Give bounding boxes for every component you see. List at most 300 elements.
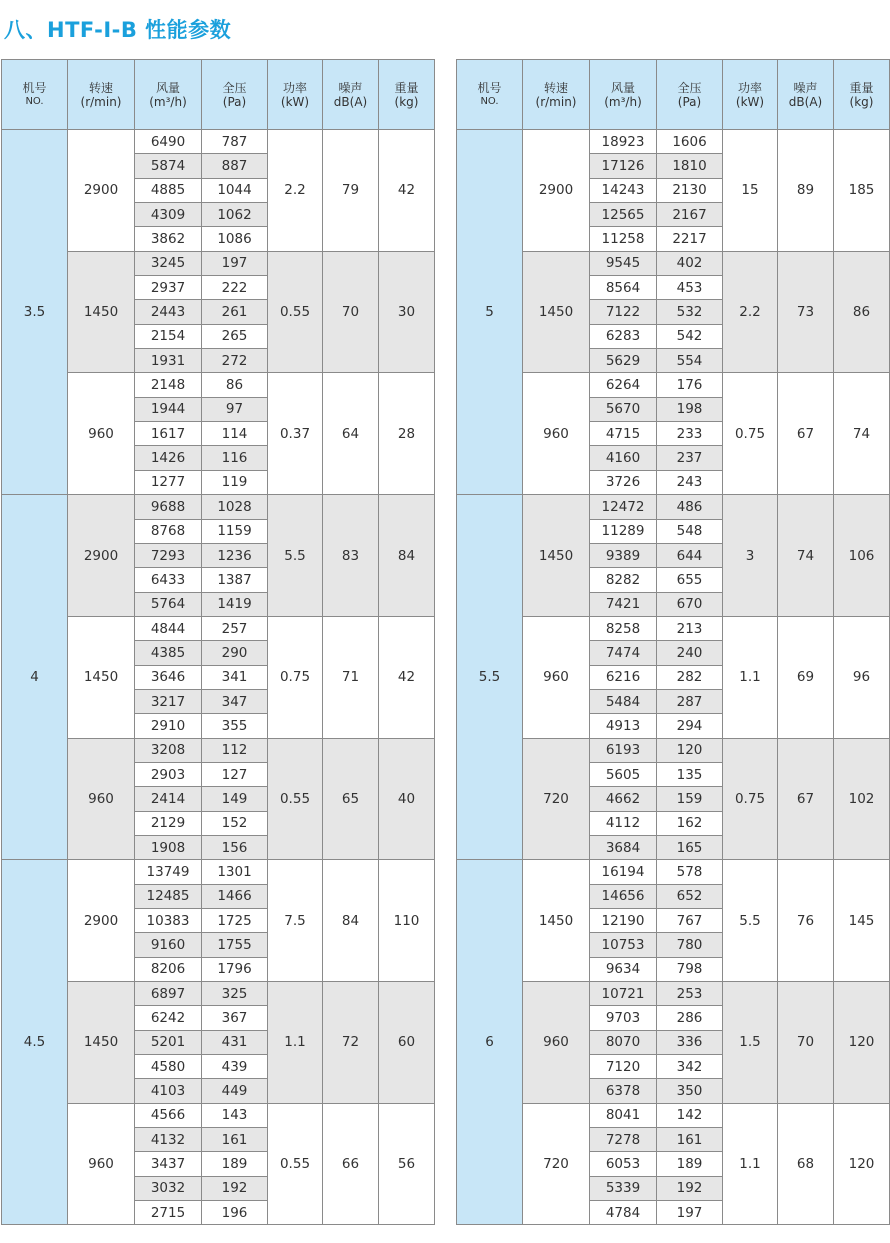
pressure-cell: 1725 xyxy=(202,909,268,933)
weight-cell: 60 xyxy=(379,982,435,1104)
pressure-cell: 367 xyxy=(202,1006,268,1030)
noise-cell: 70 xyxy=(323,251,379,373)
speed-cell: 720 xyxy=(523,1103,590,1225)
airflow-cell: 4132 xyxy=(135,1128,202,1152)
column-header xyxy=(68,60,135,130)
pressure-cell: 1236 xyxy=(202,543,268,567)
airflow-cell: 6053 xyxy=(590,1152,657,1176)
airflow-cell: 1908 xyxy=(135,835,202,859)
airflow-cell: 8564 xyxy=(590,276,657,300)
airflow-cell: 1426 xyxy=(135,446,202,470)
pressure-cell: 548 xyxy=(657,519,723,543)
noise-cell: 69 xyxy=(778,616,834,738)
pressure-cell: 787 xyxy=(202,130,268,154)
pressure-cell: 1086 xyxy=(202,227,268,251)
airflow-cell: 4160 xyxy=(590,446,657,470)
speed-cell: 1450 xyxy=(68,616,135,738)
pressure-cell: 336 xyxy=(657,1030,723,1054)
column-header xyxy=(834,60,890,130)
pressure-cell: 213 xyxy=(657,616,723,640)
column-header xyxy=(778,60,834,130)
column-header xyxy=(590,60,657,130)
pressure-cell: 1466 xyxy=(202,884,268,908)
pressure-cell: 767 xyxy=(657,909,723,933)
pressure-cell: 243 xyxy=(657,470,723,494)
airflow-cell: 2414 xyxy=(135,787,202,811)
weight-cell: 106 xyxy=(834,495,890,617)
speed-cell: 2900 xyxy=(68,495,135,617)
airflow-cell: 2903 xyxy=(135,762,202,786)
pressure-cell: 197 xyxy=(657,1201,723,1225)
speed-cell: 1450 xyxy=(523,251,590,373)
airflow-cell: 3726 xyxy=(590,470,657,494)
power-cell: 0.75 xyxy=(723,373,778,495)
pressure-cell: 114 xyxy=(202,422,268,446)
column-header xyxy=(379,60,435,130)
airflow-cell: 5201 xyxy=(135,1030,202,1054)
airflow-cell: 3862 xyxy=(135,227,202,251)
power-cell: 1.5 xyxy=(723,982,778,1104)
airflow-cell: 2129 xyxy=(135,811,202,835)
column-header xyxy=(135,60,202,130)
pressure-cell: 655 xyxy=(657,568,723,592)
column-header xyxy=(323,60,379,130)
airflow-cell: 7122 xyxy=(590,300,657,324)
airflow-cell: 17126 xyxy=(590,154,657,178)
noise-cell: 74 xyxy=(778,495,834,617)
airflow-cell: 8041 xyxy=(590,1103,657,1127)
pressure-cell: 453 xyxy=(657,276,723,300)
pressure-cell: 449 xyxy=(202,1079,268,1103)
column-header-unit: NO. xyxy=(25,95,44,107)
column-header-name: 风量 xyxy=(610,80,635,95)
left-performance-table xyxy=(1,59,435,1225)
airflow-cell: 7421 xyxy=(590,592,657,616)
column-header xyxy=(723,60,778,130)
airflow-cell: 4309 xyxy=(135,203,202,227)
model-number-cell: 5 xyxy=(457,130,523,495)
pressure-cell: 135 xyxy=(657,762,723,786)
power-cell: 1.1 xyxy=(723,1103,778,1225)
weight-cell: 84 xyxy=(379,495,435,617)
pressure-cell: 798 xyxy=(657,957,723,981)
pressure-cell: 542 xyxy=(657,324,723,348)
weight-cell: 102 xyxy=(834,738,890,860)
power-cell: 5.5 xyxy=(268,495,323,617)
noise-cell: 83 xyxy=(323,495,379,617)
airflow-cell: 7474 xyxy=(590,641,657,665)
airflow-cell: 6378 xyxy=(590,1079,657,1103)
pressure-cell: 355 xyxy=(202,714,268,738)
pressure-cell: 176 xyxy=(657,373,723,397)
column-header-name: 功率 xyxy=(282,80,307,95)
column-header-name: 机号 xyxy=(477,80,502,95)
column-header xyxy=(457,60,523,130)
airflow-cell: 1944 xyxy=(135,397,202,421)
pressure-cell: 1028 xyxy=(202,495,268,519)
airflow-cell: 1277 xyxy=(135,470,202,494)
airflow-cell: 14243 xyxy=(590,178,657,202)
airflow-cell: 5605 xyxy=(590,762,657,786)
pressure-cell: 287 xyxy=(657,689,723,713)
pressure-cell: 265 xyxy=(202,324,268,348)
airflow-cell: 4844 xyxy=(135,616,202,640)
airflow-cell: 6193 xyxy=(590,738,657,762)
pressure-cell: 347 xyxy=(202,689,268,713)
airflow-cell: 5764 xyxy=(135,592,202,616)
pressure-cell: 532 xyxy=(657,300,723,324)
column-header-unit: (r/min) xyxy=(535,94,577,109)
airflow-cell: 13749 xyxy=(135,860,202,884)
pressure-cell: 282 xyxy=(657,665,723,689)
airflow-cell: 4112 xyxy=(590,811,657,835)
airflow-cell: 1931 xyxy=(135,349,202,373)
airflow-cell: 2715 xyxy=(135,1201,202,1225)
weight-cell: 120 xyxy=(834,982,890,1104)
column-header-unit: (kW) xyxy=(280,94,310,109)
noise-cell: 89 xyxy=(778,130,834,252)
column-header-unit: (Pa) xyxy=(677,94,702,109)
pressure-cell: 670 xyxy=(657,592,723,616)
airflow-cell: 4580 xyxy=(135,1055,202,1079)
pressure-cell: 152 xyxy=(202,811,268,835)
right-table-header xyxy=(457,60,890,130)
airflow-cell: 9545 xyxy=(590,251,657,275)
column-header-name: 重量 xyxy=(849,80,874,95)
airflow-cell: 1617 xyxy=(135,422,202,446)
left-table-body xyxy=(2,130,435,1225)
model-number-cell: 6 xyxy=(457,860,523,1225)
column-header-name: 全压 xyxy=(677,80,702,95)
speed-cell: 1450 xyxy=(68,982,135,1104)
airflow-cell: 11289 xyxy=(590,519,657,543)
pressure-cell: 652 xyxy=(657,884,723,908)
power-cell: 0.55 xyxy=(268,1103,323,1225)
airflow-cell: 6897 xyxy=(135,982,202,1006)
noise-cell: 67 xyxy=(778,738,834,860)
weight-cell: 96 xyxy=(834,616,890,738)
pressure-cell: 86 xyxy=(202,373,268,397)
pressure-cell: 1044 xyxy=(202,178,268,202)
column-header xyxy=(657,60,723,130)
airflow-cell: 8070 xyxy=(590,1030,657,1054)
pressure-cell: 198 xyxy=(657,397,723,421)
column-header-name: 功率 xyxy=(737,80,762,95)
pressure-cell: 286 xyxy=(657,1006,723,1030)
pressure-cell: 161 xyxy=(657,1128,723,1152)
airflow-cell: 4784 xyxy=(590,1201,657,1225)
pressure-cell: 112 xyxy=(202,738,268,762)
noise-cell: 76 xyxy=(778,860,834,982)
column-header-unit: (m³/h) xyxy=(149,94,187,109)
column-header-unit: NO. xyxy=(480,95,499,107)
column-header-name: 全压 xyxy=(222,80,247,95)
airflow-cell: 6216 xyxy=(590,665,657,689)
pressure-cell: 253 xyxy=(657,982,723,1006)
pressure-cell: 240 xyxy=(657,641,723,665)
left-table-header xyxy=(2,60,435,130)
right-table-body xyxy=(457,130,890,1225)
airflow-cell: 8206 xyxy=(135,957,202,981)
speed-cell: 2900 xyxy=(68,860,135,982)
table-row xyxy=(457,495,890,519)
power-cell: 0.37 xyxy=(268,373,323,495)
pressure-cell: 325 xyxy=(202,982,268,1006)
power-cell: 2.2 xyxy=(268,130,323,252)
airflow-cell: 12565 xyxy=(590,203,657,227)
weight-cell: 185 xyxy=(834,130,890,252)
airflow-cell: 6264 xyxy=(590,373,657,397)
pressure-cell: 272 xyxy=(202,349,268,373)
airflow-cell: 2154 xyxy=(135,324,202,348)
pressure-cell: 192 xyxy=(657,1176,723,1200)
airflow-cell: 18923 xyxy=(590,130,657,154)
column-header-unit: (m³/h) xyxy=(604,94,642,109)
airflow-cell: 2148 xyxy=(135,373,202,397)
pressure-cell: 1301 xyxy=(202,860,268,884)
speed-cell: 960 xyxy=(68,738,135,860)
noise-cell: 73 xyxy=(778,251,834,373)
noise-cell: 84 xyxy=(323,860,379,982)
pressure-cell: 127 xyxy=(202,762,268,786)
airflow-cell: 5670 xyxy=(590,397,657,421)
airflow-cell: 3245 xyxy=(135,251,202,275)
airflow-cell: 4913 xyxy=(590,714,657,738)
noise-cell: 70 xyxy=(778,982,834,1104)
column-header-unit: dB(A) xyxy=(788,94,823,109)
pressure-cell: 116 xyxy=(202,446,268,470)
table-row xyxy=(457,860,890,884)
pressure-cell: 2130 xyxy=(657,178,723,202)
weight-cell: 110 xyxy=(379,860,435,982)
column-header-name: 重量 xyxy=(394,80,419,95)
airflow-cell: 12190 xyxy=(590,909,657,933)
pressure-cell: 97 xyxy=(202,397,268,421)
pressure-cell: 197 xyxy=(202,251,268,275)
airflow-cell: 6433 xyxy=(135,568,202,592)
noise-cell: 68 xyxy=(778,1103,834,1225)
pressure-cell: 1062 xyxy=(202,203,268,227)
airflow-cell: 5629 xyxy=(590,349,657,373)
airflow-cell: 10721 xyxy=(590,982,657,1006)
power-cell: 15 xyxy=(723,130,778,252)
power-cell: 0.75 xyxy=(268,616,323,738)
speed-cell: 720 xyxy=(523,738,590,860)
header-row xyxy=(2,60,435,130)
pressure-cell: 189 xyxy=(202,1152,268,1176)
airflow-cell: 7120 xyxy=(590,1055,657,1079)
pressure-cell: 196 xyxy=(202,1201,268,1225)
airflow-cell: 9389 xyxy=(590,543,657,567)
airflow-cell: 2910 xyxy=(135,714,202,738)
airflow-cell: 8768 xyxy=(135,519,202,543)
airflow-cell: 2443 xyxy=(135,300,202,324)
pressure-cell: 120 xyxy=(657,738,723,762)
pressure-cell: 431 xyxy=(202,1030,268,1054)
pressure-cell: 1159 xyxy=(202,519,268,543)
pressure-cell: 1387 xyxy=(202,568,268,592)
speed-cell: 1450 xyxy=(523,495,590,617)
power-cell: 0.55 xyxy=(268,251,323,373)
model-number-cell: 3.5 xyxy=(2,130,68,495)
power-cell: 0.55 xyxy=(268,738,323,860)
column-header-name: 噪声 xyxy=(338,80,363,95)
pressure-cell: 2167 xyxy=(657,203,723,227)
airflow-cell: 3646 xyxy=(135,665,202,689)
pressure-cell: 162 xyxy=(657,811,723,835)
pressure-cell: 290 xyxy=(202,641,268,665)
noise-cell: 67 xyxy=(778,373,834,495)
speed-cell: 1450 xyxy=(523,860,590,982)
column-header-name: 转速 xyxy=(543,80,568,95)
weight-cell: 28 xyxy=(379,373,435,495)
pressure-cell: 554 xyxy=(657,349,723,373)
column-header-unit: dB(A) xyxy=(333,94,368,109)
column-header-unit: (r/min) xyxy=(80,94,122,109)
weight-cell: 30 xyxy=(379,251,435,373)
speed-cell: 960 xyxy=(523,373,590,495)
table-row xyxy=(2,495,435,519)
airflow-cell: 4885 xyxy=(135,178,202,202)
airflow-cell: 3437 xyxy=(135,1152,202,1176)
pressure-cell: 159 xyxy=(657,787,723,811)
power-cell: 3 xyxy=(723,495,778,617)
pressure-cell: 161 xyxy=(202,1128,268,1152)
column-header-unit: (kg) xyxy=(849,94,874,109)
column-header xyxy=(268,60,323,130)
model-number-cell: 4 xyxy=(2,495,68,860)
table-row xyxy=(2,130,435,154)
power-cell: 1.1 xyxy=(723,616,778,738)
airflow-cell: 7278 xyxy=(590,1128,657,1152)
pressure-cell: 237 xyxy=(657,446,723,470)
speed-cell: 960 xyxy=(523,982,590,1104)
airflow-cell: 2937 xyxy=(135,276,202,300)
column-header-unit: (Pa) xyxy=(222,94,247,109)
pressure-cell: 350 xyxy=(657,1079,723,1103)
table-row xyxy=(457,130,890,154)
power-cell: 0.75 xyxy=(723,738,778,860)
noise-cell: 65 xyxy=(323,738,379,860)
header-row xyxy=(457,60,890,130)
pressure-cell: 644 xyxy=(657,543,723,567)
weight-cell: 120 xyxy=(834,1103,890,1225)
table-row xyxy=(2,860,435,884)
airflow-cell: 3032 xyxy=(135,1176,202,1200)
airflow-cell: 5339 xyxy=(590,1176,657,1200)
pressure-cell: 143 xyxy=(202,1103,268,1127)
airflow-cell: 3217 xyxy=(135,689,202,713)
airflow-cell: 8258 xyxy=(590,616,657,640)
airflow-cell: 12472 xyxy=(590,495,657,519)
column-header-name: 风量 xyxy=(155,80,180,95)
airflow-cell: 3208 xyxy=(135,738,202,762)
pressure-cell: 165 xyxy=(657,835,723,859)
column-header-unit: (kW) xyxy=(735,94,765,109)
speed-cell: 1450 xyxy=(68,251,135,373)
noise-cell: 66 xyxy=(323,1103,379,1225)
airflow-cell: 10753 xyxy=(590,933,657,957)
pressure-cell: 142 xyxy=(657,1103,723,1127)
airflow-cell: 6242 xyxy=(135,1006,202,1030)
weight-cell: 145 xyxy=(834,860,890,982)
weight-cell: 74 xyxy=(834,373,890,495)
airflow-cell: 5874 xyxy=(135,154,202,178)
page-title: 八、HTF-Ⅰ-B 性能参数 xyxy=(4,18,232,42)
airflow-cell: 16194 xyxy=(590,860,657,884)
pressure-cell: 192 xyxy=(202,1176,268,1200)
column-header xyxy=(523,60,590,130)
column-header-name: 机号 xyxy=(22,80,47,95)
airflow-cell: 4662 xyxy=(590,787,657,811)
pressure-cell: 233 xyxy=(657,422,723,446)
airflow-cell: 12485 xyxy=(135,884,202,908)
pressure-cell: 222 xyxy=(202,276,268,300)
airflow-cell: 8282 xyxy=(590,568,657,592)
pressure-cell: 1606 xyxy=(657,130,723,154)
right-performance-table xyxy=(456,59,890,1225)
column-header-unit: (kg) xyxy=(394,94,419,109)
airflow-cell: 11258 xyxy=(590,227,657,251)
airflow-cell: 6283 xyxy=(590,324,657,348)
pressure-cell: 1810 xyxy=(657,154,723,178)
airflow-cell: 9688 xyxy=(135,495,202,519)
airflow-cell: 4385 xyxy=(135,641,202,665)
pressure-cell: 2217 xyxy=(657,227,723,251)
airflow-cell: 4715 xyxy=(590,422,657,446)
airflow-cell: 4566 xyxy=(135,1103,202,1127)
column-header xyxy=(202,60,268,130)
airflow-cell: 6490 xyxy=(135,130,202,154)
airflow-cell: 3684 xyxy=(590,835,657,859)
weight-cell: 86 xyxy=(834,251,890,373)
pressure-cell: 887 xyxy=(202,154,268,178)
power-cell: 2.2 xyxy=(723,251,778,373)
pressure-cell: 341 xyxy=(202,665,268,689)
noise-cell: 79 xyxy=(323,130,379,252)
speed-cell: 960 xyxy=(68,373,135,495)
speed-cell: 2900 xyxy=(68,130,135,252)
airflow-cell: 9160 xyxy=(135,933,202,957)
airflow-cell: 9634 xyxy=(590,957,657,981)
weight-cell: 56 xyxy=(379,1103,435,1225)
pressure-cell: 486 xyxy=(657,495,723,519)
column-header-name: 噪声 xyxy=(793,80,818,95)
pressure-cell: 1419 xyxy=(202,592,268,616)
airflow-cell: 7293 xyxy=(135,543,202,567)
pressure-cell: 342 xyxy=(657,1055,723,1079)
model-number-cell: 5.5 xyxy=(457,495,523,860)
airflow-cell: 5484 xyxy=(590,689,657,713)
speed-cell: 960 xyxy=(523,616,590,738)
airflow-cell: 10383 xyxy=(135,909,202,933)
pressure-cell: 149 xyxy=(202,787,268,811)
noise-cell: 64 xyxy=(323,373,379,495)
weight-cell: 42 xyxy=(379,616,435,738)
airflow-cell: 9703 xyxy=(590,1006,657,1030)
noise-cell: 71 xyxy=(323,616,379,738)
power-cell: 1.1 xyxy=(268,982,323,1104)
weight-cell: 40 xyxy=(379,738,435,860)
pressure-cell: 578 xyxy=(657,860,723,884)
noise-cell: 72 xyxy=(323,982,379,1104)
pressure-cell: 189 xyxy=(657,1152,723,1176)
speed-cell: 2900 xyxy=(523,130,590,252)
column-header xyxy=(2,60,68,130)
pressure-cell: 257 xyxy=(202,616,268,640)
pressure-cell: 261 xyxy=(202,300,268,324)
speed-cell: 960 xyxy=(68,1103,135,1225)
